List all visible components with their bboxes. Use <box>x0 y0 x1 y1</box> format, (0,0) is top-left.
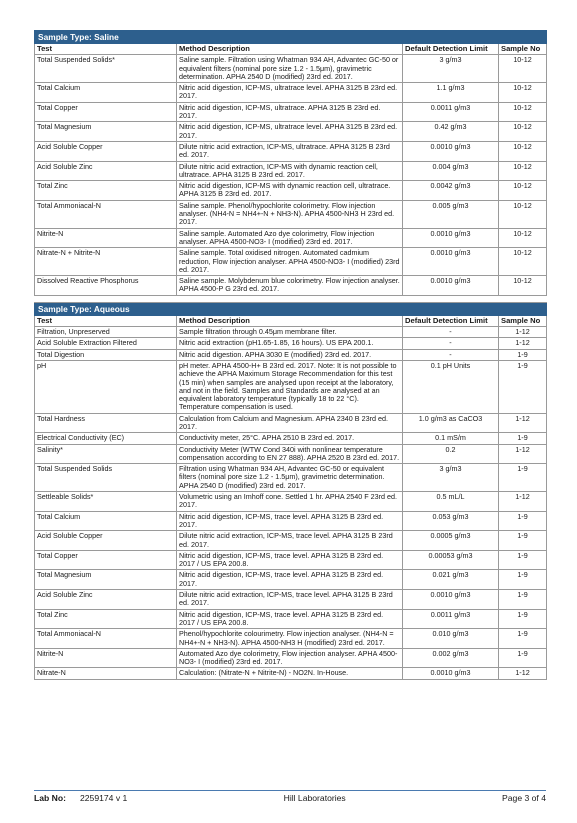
test-cell: Nitrate-N <box>35 668 177 679</box>
sample-cell: 1-9 <box>499 648 547 668</box>
sample-cell: 10-12 <box>499 141 547 161</box>
method-cell: Saline sample. Phenol/hypochlorite colorimetry. Flow injection analyser. (NH4-N = NH4+-N + NH3-N). APHA 4500-NH3 H 23rd ed. 2017. <box>177 200 403 228</box>
method-cell: Volumetric using an Imhoff cone. Settled 1 hr. APHA 2540 F 23rd ed. 2017. <box>177 492 403 512</box>
method-cell: Nitric acid digestion, ICP-MS, ultratrace. APHA 3125 B 23rd ed. 2017. <box>177 102 403 122</box>
col-sample: Sample No <box>499 315 547 326</box>
col-ddl: Default Detection Limit <box>403 315 499 326</box>
test-cell: Total Ammoniacal-N <box>35 629 177 649</box>
method-cell: Sample filtration through 0.45μm membrane filter. <box>177 327 403 338</box>
sample-cell: 10-12 <box>499 276 547 296</box>
table-row <box>35 349 547 360</box>
test-cell: Dissolved Reactive Phosphorus <box>35 276 177 296</box>
method-cell: pH meter. APHA 4500-H+ B 23rd ed. 2017. Note: It is not possible to achieve the APHA Maximum Storage Recommendation for this test (15 min) when samples are analysed upon receipt at the laboratory, and not in the field. Samples and Standards are analysed at an equivalent laboratory temperature (typically 18 to 22 °C). Temperature compensation is used. <box>177 360 403 413</box>
sample-cell: 10-12 <box>499 83 547 103</box>
sample-cell: 1-12 <box>499 338 547 349</box>
table-row <box>35 161 547 181</box>
col-method: Method Description <box>177 44 403 55</box>
ddl-cell: 3 g/m3 <box>403 55 499 83</box>
ddl-cell: 0.1 mS/m <box>403 433 499 444</box>
sample-cell: 1-12 <box>499 444 547 464</box>
ddl-cell: 0.0011 g/m3 <box>403 102 499 122</box>
method-cell: Filtration using Whatman 934 AH, Advantec GC-50 or equivalent filters (nominal pore size 1.2 - 1.5μm), gravimetric determination. APHA 2540 D (modified) 23rd ed. 2017. <box>177 464 403 492</box>
ddl-cell: 0.2 <box>403 444 499 464</box>
table-row <box>35 338 547 349</box>
test-cell: Acid Soluble Zinc <box>35 590 177 610</box>
test-cell: Total Magnesium <box>35 122 177 142</box>
lab-label: Lab No: <box>34 793 66 803</box>
test-cell: Total Suspended Solids* <box>35 55 177 83</box>
ddl-cell: 0.00053 g/m3 <box>403 550 499 570</box>
table-row <box>35 648 547 668</box>
lab-number <box>34 793 127 803</box>
test-cell: Settleable Solids* <box>35 492 177 512</box>
col-method: Method Description <box>177 315 403 326</box>
sample-cell: 1-9 <box>499 511 547 531</box>
table-row <box>35 276 547 296</box>
table-row <box>35 590 547 610</box>
test-cell: Total Copper <box>35 550 177 570</box>
ddl-cell: 0.004 g/m3 <box>403 161 499 181</box>
sample-cell: 10-12 <box>499 161 547 181</box>
test-cell: Acid Soluble Extraction Filtered <box>35 338 177 349</box>
col-test: Test <box>35 44 177 55</box>
test-cell: Total Magnesium <box>35 570 177 590</box>
sample-cell: 10-12 <box>499 181 547 201</box>
methods-table <box>34 30 547 680</box>
test-cell: Total Zinc <box>35 181 177 201</box>
method-cell: Phenol/hypochlorite colourimetry. Flow injection analyser. (NH4-N = NH4+-N + NH3-N). APHA 4500-NH3 H (modified) 23rd ed. 2017. <box>177 629 403 649</box>
test-cell: Acid Soluble Copper <box>35 531 177 551</box>
table-row <box>35 550 547 570</box>
sample-cell: 10-12 <box>499 200 547 228</box>
table-row <box>35 413 547 433</box>
sample-cell: 1-9 <box>499 590 547 610</box>
table-row <box>35 200 547 228</box>
test-cell: Total Hardness <box>35 413 177 433</box>
method-cell: Nitric acid digestion, ICP-MS, trace level. APHA 3125 B 23rd ed. 2017. <box>177 570 403 590</box>
table-row <box>35 444 547 464</box>
sample-cell: 1-12 <box>499 668 547 679</box>
method-cell: Automated Azo dye colorimetry, Flow injection analyser. APHA 4500-NO3- I (modified) 23rd ed. 2017. <box>177 648 403 668</box>
table-row <box>35 511 547 531</box>
ddl-cell: 0.0010 g/m3 <box>403 248 499 276</box>
test-cell: Total Calcium <box>35 511 177 531</box>
sample-cell: 1-9 <box>499 433 547 444</box>
sample-cell: 1-12 <box>499 413 547 433</box>
method-cell: Saline sample. Total oxidised nitrogen. Automated cadmium reduction, Flow injection analyser. APHA 4500-NO3- I (modified) 23rd ed. 2017. <box>177 248 403 276</box>
ddl-cell: 0.0010 g/m3 <box>403 141 499 161</box>
method-cell: Nitric acid digestion, ICP-MS with dynamic reaction cell, ultratrace. APHA 3125 B 23rd ed. 2017. <box>177 181 403 201</box>
ddl-cell: 0.0010 g/m3 <box>403 668 499 679</box>
method-cell: Nitric acid extraction (pH1.65-1.85, 16 hours). US EPA 200.1. <box>177 338 403 349</box>
table-row <box>35 83 547 103</box>
ddl-cell: 0.0010 g/m3 <box>403 276 499 296</box>
ddl-cell: 0.5 mL/L <box>403 492 499 512</box>
table-row <box>35 433 547 444</box>
ddl-cell: - <box>403 338 499 349</box>
test-cell: Total Ammoniacal-N <box>35 200 177 228</box>
page-number: Page 3 of 4 <box>502 793 546 803</box>
ddl-cell: 0.42 g/m3 <box>403 122 499 142</box>
method-cell: Dilute nitric acid extraction, ICP-MS, trace level. APHA 3125 B 23rd ed. 2017. <box>177 590 403 610</box>
test-cell: Acid Soluble Copper <box>35 141 177 161</box>
test-cell: pH <box>35 360 177 413</box>
section-header-aqueous <box>35 302 547 315</box>
ddl-cell: 0.0010 g/m3 <box>403 228 499 248</box>
lab-number-value: 2259174 v 1 <box>79 793 128 803</box>
test-cell: Electrical Conductivity (EC) <box>35 433 177 444</box>
test-cell: Total Calcium <box>35 83 177 103</box>
sample-cell: 10-12 <box>499 228 547 248</box>
test-cell: Total Zinc <box>35 609 177 629</box>
ddl-cell: 1.0 g/m3 as CaCO3 <box>403 413 499 433</box>
sample-cell: 10-12 <box>499 102 547 122</box>
table-row <box>35 531 547 551</box>
sample-cell: 1-9 <box>499 570 547 590</box>
column-header-row <box>35 315 547 326</box>
ddl-cell: 0.0042 g/m3 <box>403 181 499 201</box>
sample-cell: 1-9 <box>499 550 547 570</box>
test-cell: Nitrate-N + Nitrite-N <box>35 248 177 276</box>
method-cell: Dilute nitric acid extraction, ICP-MS, trace level. APHA 3125 B 23rd ed. 2017. <box>177 531 403 551</box>
sample-cell: 1-9 <box>499 349 547 360</box>
company-name: Hill Laboratories <box>283 793 346 803</box>
method-cell: Nitric acid digestion. APHA 3030 E (modified) 23rd ed. 2017. <box>177 349 403 360</box>
method-cell: Nitric acid digestion, ICP-MS, ultratrace level. APHA 3125 B 23rd ed. 2017. <box>177 83 403 103</box>
sample-cell: 1-12 <box>499 327 547 338</box>
section-header-saline <box>35 31 547 44</box>
ddl-cell: 0.010 g/m3 <box>403 629 499 649</box>
table-row <box>35 327 547 338</box>
col-sample: Sample No <box>499 44 547 55</box>
sample-cell: 10-12 <box>499 248 547 276</box>
method-cell: Conductivity meter, 25°C. APHA 2510 B 23rd ed. 2017. <box>177 433 403 444</box>
table-row <box>35 492 547 512</box>
ddl-cell: 1.1 g/m3 <box>403 83 499 103</box>
method-cell: Dilute nitric acid extraction, ICP-MS, ultratrace. APHA 3125 B 23rd ed. 2017. <box>177 141 403 161</box>
method-cell: Conductivity Meter (WTW Cond 340i with nonlinear temperature compensation according to EN 27 888). APHA 2520 B 23rd ed. 2017. <box>177 444 403 464</box>
table-row <box>35 141 547 161</box>
analysis-methods-sheet <box>34 30 546 680</box>
column-header-row <box>35 44 547 55</box>
col-test: Test <box>35 315 177 326</box>
ddl-cell: 0.0010 g/m3 <box>403 590 499 610</box>
method-cell: Nitric acid digestion, ICP-MS, trace level. APHA 3125 B 23rd ed. 2017 / US EPA 200.8. <box>177 550 403 570</box>
saline-rows <box>35 55 547 295</box>
test-cell: Salinity* <box>35 444 177 464</box>
table-row <box>35 464 547 492</box>
method-cell: Nitric acid digestion, ICP-MS, trace level. APHA 3125 B 23rd ed. 2017. <box>177 511 403 531</box>
sample-cell: 1-9 <box>499 464 547 492</box>
test-cell: Filtration, Unpreserved <box>35 327 177 338</box>
test-cell: Nitrite-N <box>35 228 177 248</box>
sample-cell: 10-12 <box>499 122 547 142</box>
ddl-cell: - <box>403 327 499 338</box>
method-cell: Nitric acid digestion, ICP-MS, trace level. APHA 3125 B 23rd ed. 2017 / US EPA 200.8. <box>177 609 403 629</box>
test-cell: Total Digestion <box>35 349 177 360</box>
sample-cell: 1-9 <box>499 531 547 551</box>
col-ddl: Default Detection Limit <box>403 44 499 55</box>
section-title: Sample Type: Saline <box>35 31 547 44</box>
table-row <box>35 609 547 629</box>
ddl-cell: 0.053 g/m3 <box>403 511 499 531</box>
ddl-cell: 3 g/m3 <box>403 464 499 492</box>
table-row <box>35 248 547 276</box>
method-cell: Saline sample. Molybdenum blue colorimetry. Flow injection analyser. APHA 4500-P G 23rd ed. 2017. <box>177 276 403 296</box>
ddl-cell: 0.021 g/m3 <box>403 570 499 590</box>
aqueous-rows <box>35 327 547 680</box>
ddl-cell: 0.0005 g/m3 <box>403 531 499 551</box>
table-row <box>35 122 547 142</box>
ddl-cell: 0.005 g/m3 <box>403 200 499 228</box>
ddl-cell: 0.1 pH Units <box>403 360 499 413</box>
ddl-cell: - <box>403 349 499 360</box>
method-cell: Dilute nitric acid extraction, ICP-MS with dynamic reaction cell, ultratrace. APHA 3125 B 23rd ed. 2017. <box>177 161 403 181</box>
ddl-cell: 0.002 g/m3 <box>403 648 499 668</box>
table-row <box>35 668 547 679</box>
table-row <box>35 228 547 248</box>
table-row <box>35 360 547 413</box>
sample-cell: 1-9 <box>499 629 547 649</box>
method-cell: Saline sample. Filtration using Whatman 934 AH, Advantec GC-50 or equivalent filters (nominal pore size 1.2 - 1.5μm), gravimetric determination. APHA 2540 D (modified) 23rd ed. 2017. <box>177 55 403 83</box>
section-title: Sample Type: Aqueous <box>35 302 547 315</box>
test-cell: Total Copper <box>35 102 177 122</box>
method-cell: Calculation from Calcium and Magnesium. APHA 2340 B 23rd ed. 2017. <box>177 413 403 433</box>
test-cell: Total Suspended Solids <box>35 464 177 492</box>
table-row <box>35 570 547 590</box>
sample-cell: 10-12 <box>499 55 547 83</box>
sample-cell: 1-12 <box>499 492 547 512</box>
sample-cell: 1-9 <box>499 360 547 413</box>
table-row <box>35 55 547 83</box>
test-cell: Acid Soluble Zinc <box>35 161 177 181</box>
section-gap <box>35 295 547 302</box>
page-footer <box>34 790 546 803</box>
table-row <box>35 181 547 201</box>
table-row <box>35 629 547 649</box>
method-cell: Nitric acid digestion, ICP-MS, ultratrace level. APHA 3125 B 23rd ed. 2017. <box>177 122 403 142</box>
method-cell: Saline sample. Automated Azo dye colorimetry, Flow injection analyser. APHA 4500-NO3- I (modified) 23rd ed. 2017. <box>177 228 403 248</box>
test-cell: Nitrite-N <box>35 648 177 668</box>
table-row <box>35 102 547 122</box>
method-cell: Calculation: (Nitrate-N + Nitrite-N) - NO2N. In-House. <box>177 668 403 679</box>
ddl-cell: 0.0011 g/m3 <box>403 609 499 629</box>
sample-cell: 1-9 <box>499 609 547 629</box>
